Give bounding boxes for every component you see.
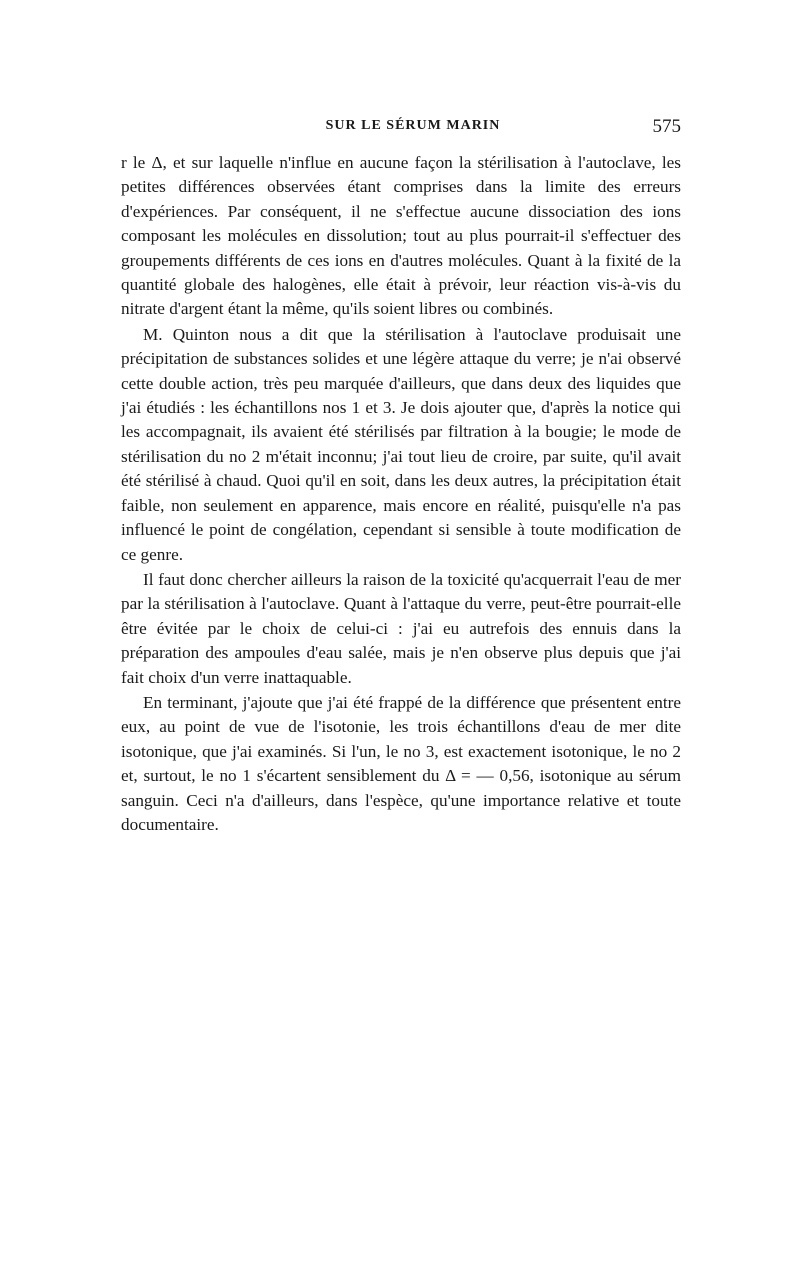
paragraph-2: M. Quinton nous a dit que la stérilisation à l'autoclave produisait une précipitation de substances solides et une légère attaque du verre; je n'ai observé cette double action, très peu marquée d'ailleurs, que dans deux des liquides que j'ai étudiés : les échantillons nos 1 et 3. Je dois ajouter que, d'après la notice qui les accompagnait, ils avaient été stérilisés par filtration à la bougie; le mode de stérilisation du no 2 m'était inconnu; j'ai tout lieu de croire, par suite, qu'il avait été stérilisé à chaud. Quoi qu'il en soit, dans les deux autres, la précipitation était faible, non seulement en apparence, mais encore en réalité, puisqu'elle n'a pas influencé le point de congélation, cependant si sensible à toute modification de ce genre. (121, 324, 681, 564)
paragraph-3: Il faut donc chercher ailleurs la raison de la toxicité qu'acquerrait l'eau de mer par la stérilisation à l'autoclave. Quant à l'attaque du verre, peut-être pourrait-elle être évitée par le choix de celui-ci : j'ai eu autrefois des ennuis dans la préparation des ampoules d'eau salée, mais je n'en observe plus depuis que j'ai fait choix d'un verre inattaquable. (121, 569, 681, 687)
running-title: SUR LE SÉRUM MARIN (325, 118, 501, 133)
running-head (121, 118, 681, 140)
paragraph-4: En terminant, j'ajoute que j'ai été frappé de la différence que présentent entre eux, au point de vue de l'isotonie, les trois échantillons d'eau de mer dite isotonique, que j'ai examinés. Si l'un, le no 3, est exactement isotonique, le no 2 et, surtout, le no 1 s'écartent sensiblement du Δ = — 0,56, isotonique au sérum sanguin. Ceci n'a d'ailleurs, dans l'espèce, qu'une importance relative et toute documentaire. (121, 692, 681, 834)
body-text (121, 151, 681, 837)
page-number: 575 (652, 116, 681, 137)
paragraph-1: r le Δ, et sur laquelle n'influe en aucune façon la stérilisation à l'autoclave, les petites différences observées étant comprises dans la limite des erreurs d'expériences. Par conséquent, il ne s'effectue aucune dissociation des ions composant les molécules en dissolution; tout au plus pourrait-il s'effectuer des groupements différents de ces ions en d'autres molécules. Quant à la fixité de la quantité globale des halogènes, elle était à prévoir, leur réaction vis-à-vis du nitrate d'argent étant la même, qu'ils soient libres ou combinés. (121, 153, 681, 319)
